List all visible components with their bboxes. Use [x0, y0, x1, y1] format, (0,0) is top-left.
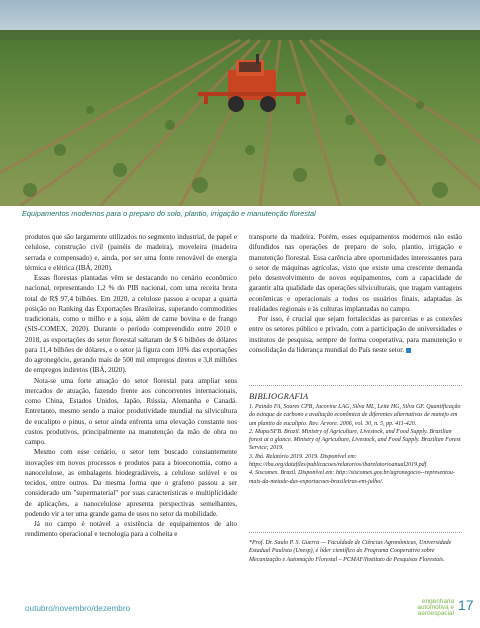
issue-date: outubro/novembro/dezembro — [25, 604, 131, 613]
bibliography-title: BIBLIOGRAFIA — [249, 392, 309, 401]
bibliography-item: 3. Ibá. Relatório 2019. 2019. Disponível em: https://iba.org/datafiles/publicacoes/relatorios/ibarelatorioanual2019.pdf. — [249, 453, 428, 469]
tractor-field-photo — [0, 0, 480, 206]
page-number: 17 — [458, 597, 474, 613]
bibliography-item: 1. Painão FA, Soares CPB, Jacovine LAG, Silva ML, Leite HG, Silva GF. Quantificação do estoque de carbono e avaliação econômica de diferentes alternativas de manejo em um plantio de eucalipto. Rev. Árvore. 2006, vol. 30, n. 5, pp. 411-420. — [249, 404, 461, 427]
paragraph: Essas florestas plantadas vêm se destacando no cenário econômico nacional, representando 1,2 % do PIB nacional, com uma receita bruta total de R$ 97,4 bilhões. Em 2020, a celulose passou a ocupar a quarta posição no Ranking das Exportações Brasileiras, superando commodities tradicionais, como o milho e a soja, além de carne bovina e de frango (SIS-COMEX, 2020). Durante o período compreendido entre 2010 e 2018, as exportações do setor florestal saltaram de $ 6 bilhões de dólares para 11,4 bilhões de dólares, e o setor já figura com 10% das exportações do agronegócio, gerando mais de 500 mil empregos diretos e 3,8 milhões de empregos indiretos (IBÁ, 2020). — [25, 274, 237, 375]
author-footnote — [249, 532, 462, 564]
article-right-column — [249, 232, 462, 355]
bibliography — [249, 385, 462, 486]
magazine-brand: engenharia automotiva e aeroespacial — [417, 598, 454, 618]
bibliography-item: 4. Siscomex. Brazil. Disponível em: http://siscomex.gov.br/agronegocio--representou-mais-da-metade-das-exportacoes-brasileiras-em-julho/. — [249, 470, 455, 485]
divider — [249, 532, 462, 533]
paragraph: Já no campo é notável a existência de equipamentos de alto rendimento operacional e tecnologia para a colheita e — [25, 520, 237, 539]
article-left-column — [25, 232, 237, 540]
paragraph: Nota-se uma forte atuação do setor florestal para ampliar seus mercados de atuação, fazendo frente aos concorrentes internacionais, como China, Estados Unidos, Japão, Rússia, Alemanha e Canadá. Entretanto, mesmo sendo a maior produtividade mundial na silvicultura de eucalipto e pinus, o setor ainda enfrenta uma elevação constante nos custos produtivos, principalmente na manutenção da mão de obra no campo. — [25, 376, 237, 446]
paragraph: Mesmo com esse cenário, o setor tem buscado constantemente inovações em novos processos e produtos para a bioeconomia, como a nanocelulose, as embalagens biodegradáveis, a celulose solúvel e os tecidos, entre outros. Da mesma forma que o grafeno passou a ser considerado um "supermaterial" por suas características e multiplicidade de aplicações, a nanocelulose apresenta perspectivas semelhantes, podendo vir a ter uma grande gama de usos no setor da mobilidade. — [25, 448, 237, 518]
end-mark-icon — [406, 348, 411, 353]
footnote-text: *Prof. Dr. Saulo P. S. Guerra — Faculdade de Ciências Agronômicas, Universidade Estadual Paulista (Unesp), é líder científico do Programa Cooperativo sobre Mecanização e Automação Florestal – PCMAF/Instituto de Pesquisas Florestais. — [249, 540, 452, 563]
paragraph-text: Por isso, é crucial que sejam fortalecidas as parcerias e as conexões entre os setores público e privado, com a participação de universidades e institutos de pesquisa, sempre de forma cooperativa, para manutenção e consolidação da liderança mundial do País neste setor. — [249, 315, 462, 354]
bibliography-item: 2. Mapa/SFB. Brazil. Ministry of Agriculture, Livestock, and Food Supply. Brazilian forest at a glance. Ministry of Agriculture, Livestock, and Food Supply. Brazilian Forest Service; 2019. — [249, 428, 461, 452]
paragraph — [249, 314, 462, 355]
paragraph: transporte da madeira. Porém, esses equipamentos modernos não estão difundidos nas operações de preparo de solo, plantio, irrigação e manutenção florestal. Essa carência abre oportunidades interessantes para o setor de máquinas agrícolas, visto que existe uma crescente demanda pelo desenvolvimento de novos equipamentos, com a capacidade de garantir alta qualidade das operações silviculturais, que tragam vantagens econômicas e operacionais a todos os usuários finais, adaptadas às realidades regionais e às culturas implantadas no campo. — [249, 233, 462, 313]
paragraph: produtos que são largamente utilizados no segmento industrial, de papel e celulose, construção civil (painéis de madeira), moveleira (madeira serrada e compensado) e, ainda, por ser uma fonte renovável de energia térmica e elétrica (IBÁ, 2020). — [25, 233, 237, 272]
photo-caption: Equipamentos modernos para o preparo do solo, plantio, irrigação e manutenção florestal — [22, 209, 316, 218]
divider — [249, 385, 462, 386]
